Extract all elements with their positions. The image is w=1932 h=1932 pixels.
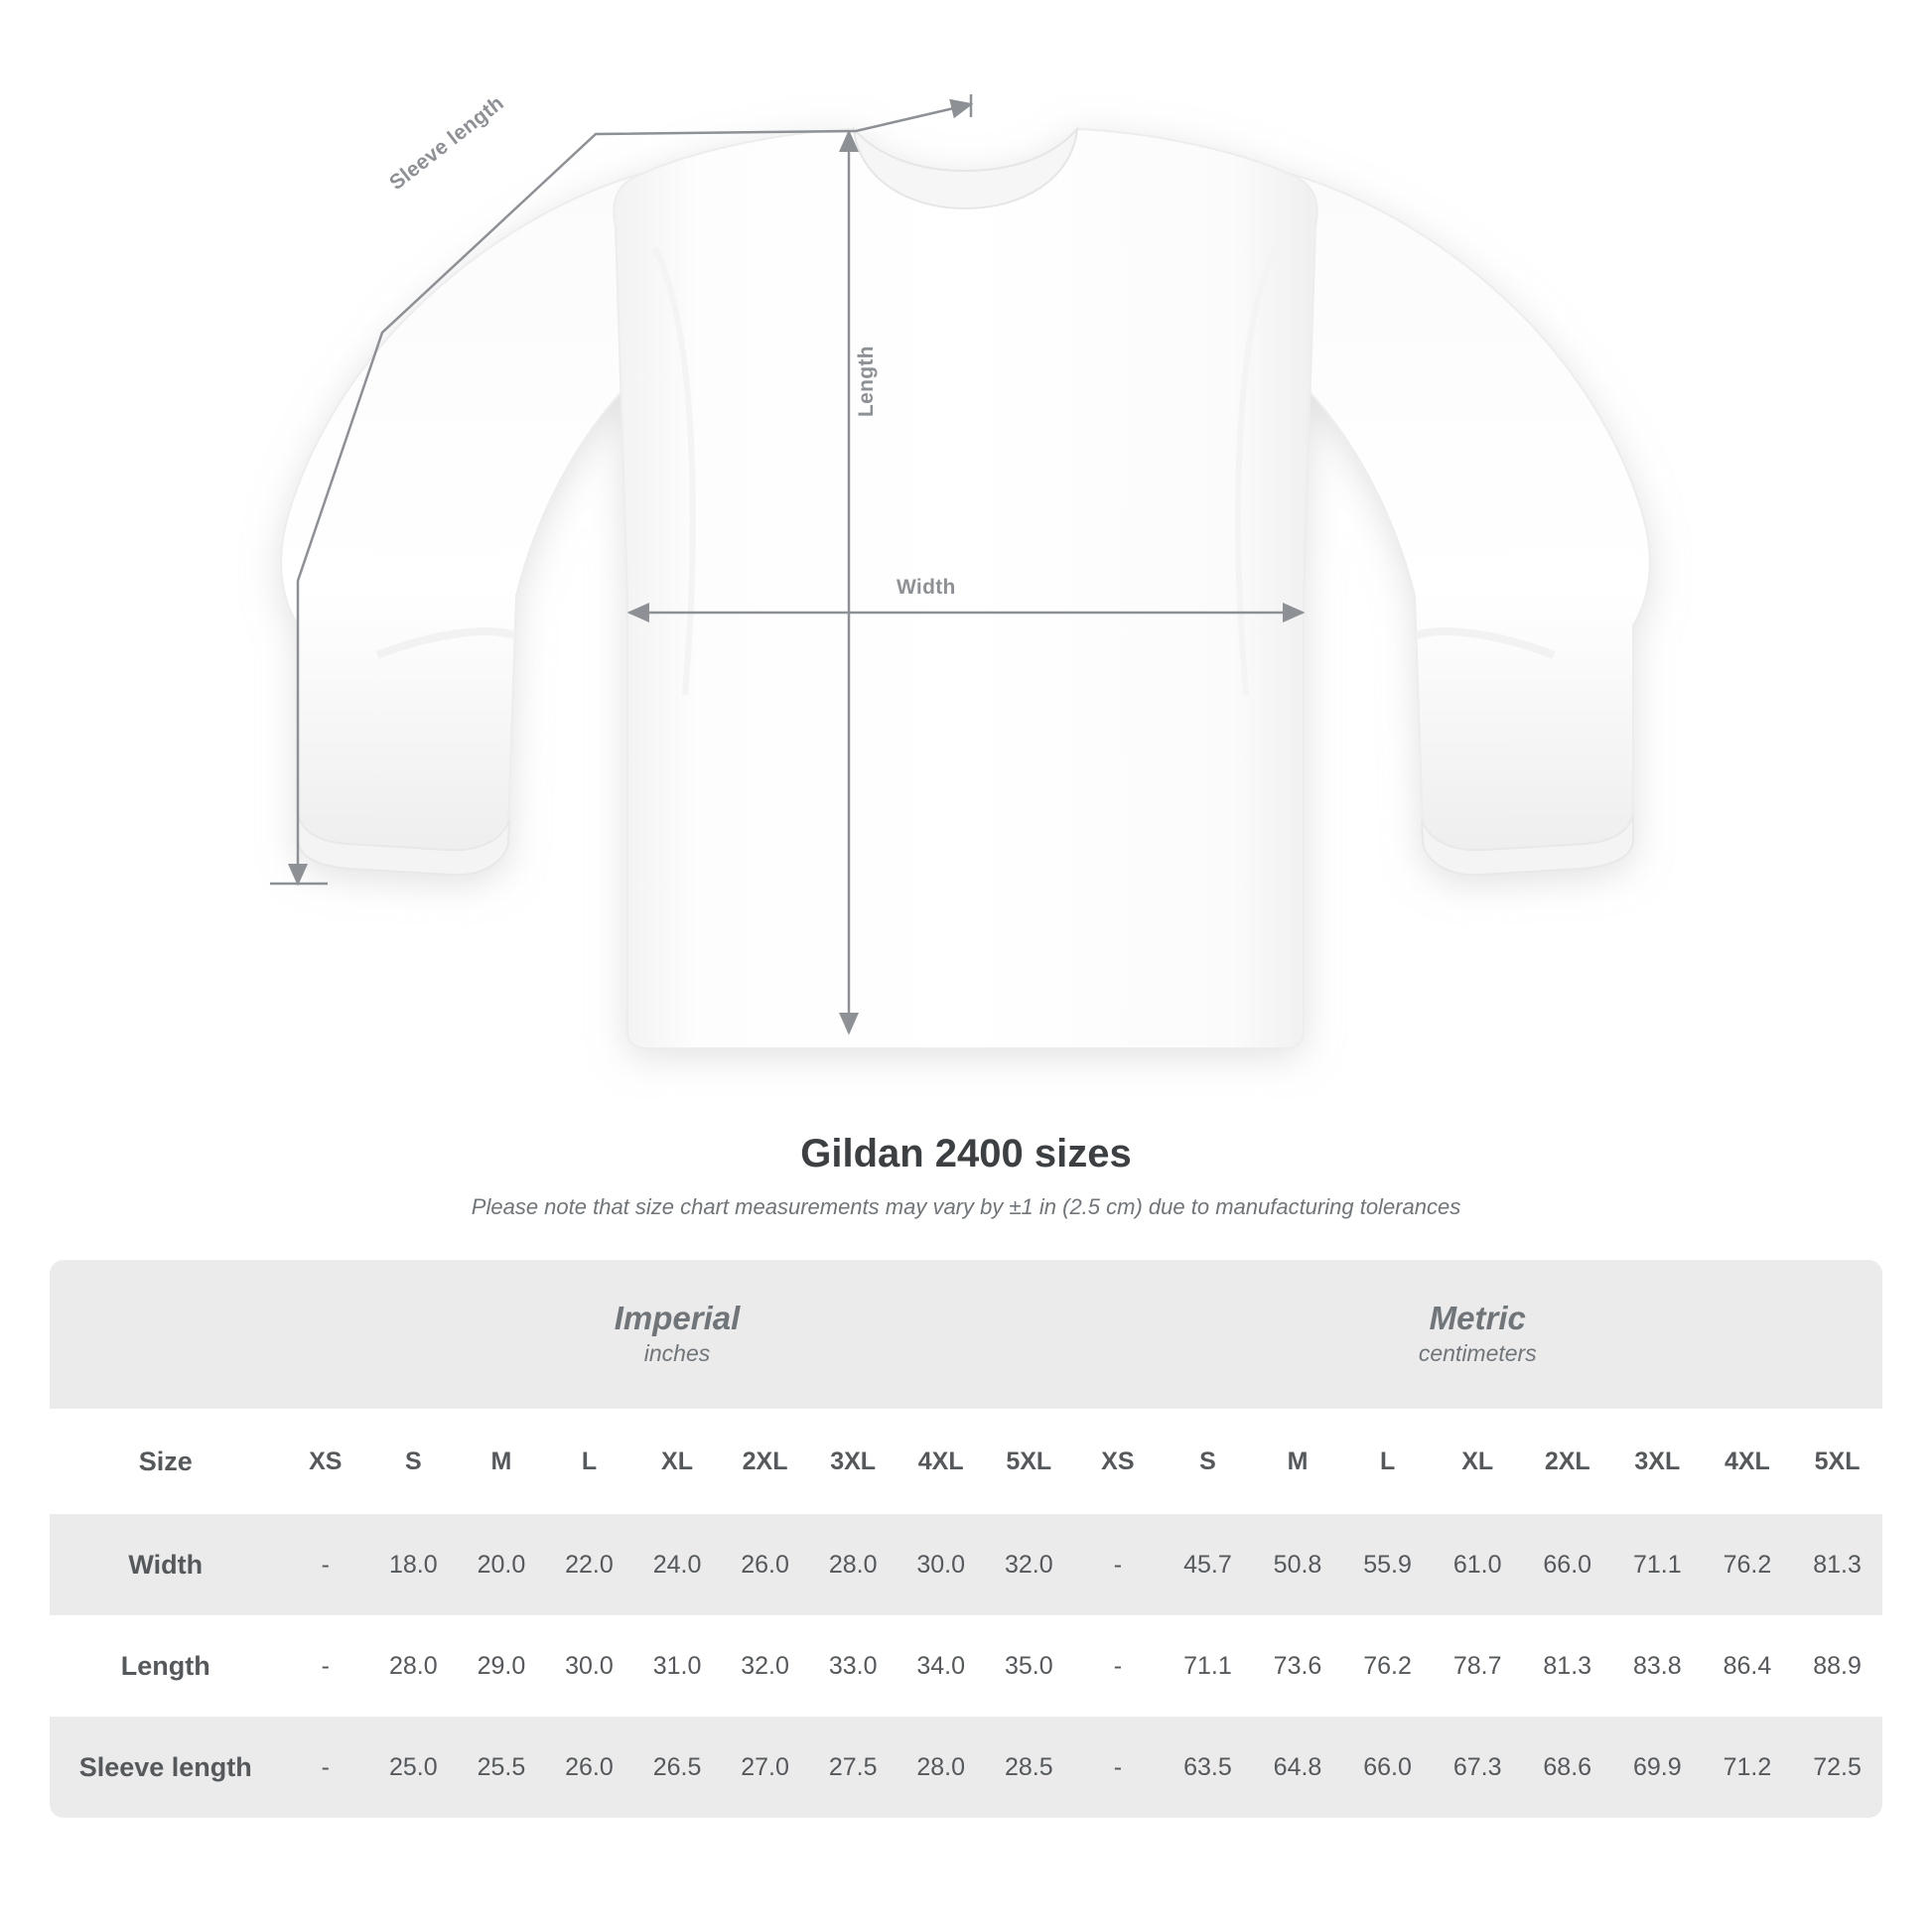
header-col-9: XS xyxy=(1073,1409,1164,1514)
cell-length-imperial-8: 35.0 xyxy=(1004,1651,1053,1680)
cell-length-imperial-0: - xyxy=(321,1651,330,1680)
cell-length-imperial-5: 32.0 xyxy=(741,1651,789,1680)
cell-width-metric-8: 81.3 xyxy=(1792,1514,1882,1615)
size-table-wrapper xyxy=(50,1260,1882,1818)
cell-sleeve-imperial-5: 27.0 xyxy=(721,1717,809,1818)
cell-sleeve-imperial-2: 25.5 xyxy=(458,1717,546,1818)
unit-group-metric-name: Metric xyxy=(1429,1299,1526,1336)
cell-length-imperial-6: 33.0 xyxy=(828,1651,878,1680)
cell-width-metric-0: - xyxy=(1073,1514,1164,1615)
unit-group-imperial-name: Imperial xyxy=(614,1299,741,1336)
table-row xyxy=(50,1514,1882,1615)
cell-width-imperial-2: 20.0 xyxy=(458,1514,546,1615)
header-col-15: 3XL xyxy=(1612,1409,1703,1514)
shirt-shape xyxy=(281,129,1650,1048)
cell-sleeve-metric-0: - xyxy=(1073,1717,1164,1818)
cell-width-imperial-3: 22.0 xyxy=(545,1514,633,1615)
cell-width-metric-6: 71.1 xyxy=(1612,1514,1703,1615)
header-col-8: 5XL xyxy=(985,1409,1073,1514)
cell-length-imperial-1: 28.0 xyxy=(389,1651,438,1680)
header-col-3: L xyxy=(545,1409,633,1514)
cell-width-metric-1: 45.7 xyxy=(1163,1514,1253,1615)
table-header-row xyxy=(50,1409,1882,1514)
cell-width-imperial-6: 28.0 xyxy=(809,1514,897,1615)
cell-sleeve-imperial-1: 25.0 xyxy=(369,1717,458,1818)
cell-sleeve-imperial-0: - xyxy=(282,1717,370,1818)
cell-width-metric-4: 61.0 xyxy=(1433,1514,1523,1615)
header-col-12: L xyxy=(1342,1409,1433,1514)
cell-width-metric-5: 66.0 xyxy=(1522,1514,1612,1615)
cell-sleeve-imperial-8: 28.5 xyxy=(985,1717,1073,1818)
cell-length-metric-4: 78.7 xyxy=(1452,1651,1502,1680)
cell-length-metric-8: 88.9 xyxy=(1813,1651,1862,1680)
header-col-4: XL xyxy=(633,1409,722,1514)
unit-group-imperial xyxy=(282,1260,1073,1409)
cell-length-metric-0: - xyxy=(1113,1651,1123,1680)
table-row xyxy=(50,1615,1882,1717)
width-dimension-label: Width xyxy=(897,576,956,599)
cell-sleeve-metric-4: 67.3 xyxy=(1433,1717,1523,1818)
cell-length-metric-6: 83.8 xyxy=(1632,1651,1682,1680)
cell-length-metric-1: 71.1 xyxy=(1183,1651,1232,1680)
header-col-17: 5XL xyxy=(1792,1409,1882,1514)
unit-group-metric-sub: centimeters xyxy=(1418,1339,1537,1366)
size-table xyxy=(50,1260,1882,1818)
cell-width-imperial-4: 24.0 xyxy=(633,1514,722,1615)
cell-width-imperial-8: 32.0 xyxy=(985,1514,1073,1615)
cell-length-metric-2: 73.6 xyxy=(1273,1651,1322,1680)
header-col-10: S xyxy=(1163,1409,1253,1514)
cell-sleeve-imperial-6: 27.5 xyxy=(809,1717,897,1818)
header-col-7: 4XL xyxy=(897,1409,985,1514)
header-col-2: M xyxy=(458,1409,546,1514)
sleeve-length-dimension-label: Sleeve length xyxy=(385,91,508,196)
unit-banner-spacer xyxy=(50,1260,282,1409)
cell-width-imperial-0: - xyxy=(282,1514,370,1615)
cell-width-metric-2: 50.8 xyxy=(1253,1514,1343,1615)
page-title: Gildan 2400 sizes xyxy=(800,1132,1132,1175)
cell-sleeve-metric-6: 69.9 xyxy=(1612,1717,1703,1818)
cell-sleeve-metric-7: 71.2 xyxy=(1703,1717,1793,1818)
row-label-sleeve-length: Sleeve length xyxy=(50,1717,282,1818)
title-block xyxy=(0,1132,1932,1220)
cell-sleeve-metric-3: 66.0 xyxy=(1342,1717,1433,1818)
header-col-5: 2XL xyxy=(721,1409,809,1514)
cell-width-imperial-5: 26.0 xyxy=(721,1514,809,1615)
row-label-length: Length xyxy=(120,1650,210,1681)
header-size-label: Size xyxy=(50,1409,282,1514)
cell-sleeve-imperial-7: 28.0 xyxy=(897,1717,985,1818)
cell-width-imperial-1: 18.0 xyxy=(369,1514,458,1615)
cell-sleeve-metric-1: 63.5 xyxy=(1163,1717,1253,1818)
cell-length-imperial-3: 30.0 xyxy=(565,1651,614,1680)
cell-length-imperial-2: 29.0 xyxy=(477,1651,526,1680)
cell-length-metric-3: 76.2 xyxy=(1363,1651,1412,1680)
length-dimension-label: Length xyxy=(855,345,878,417)
cell-width-metric-3: 55.9 xyxy=(1342,1514,1433,1615)
header-col-14: 2XL xyxy=(1522,1409,1612,1514)
cell-sleeve-metric-8: 72.5 xyxy=(1792,1717,1882,1818)
cell-sleeve-imperial-3: 26.0 xyxy=(545,1717,633,1818)
header-col-11: M xyxy=(1253,1409,1343,1514)
unit-group-imperial-sub: inches xyxy=(643,1339,711,1366)
header-col-1: S xyxy=(369,1409,458,1514)
cell-width-metric-7: 76.2 xyxy=(1703,1514,1793,1615)
table-row xyxy=(50,1717,1882,1818)
cell-sleeve-imperial-4: 26.5 xyxy=(633,1717,722,1818)
tolerance-note: Please note that size chart measurements may vary by ±1 in (2.5 cm) due to manufacturing tolerances xyxy=(471,1194,1461,1219)
header-col-6: 3XL xyxy=(809,1409,897,1514)
cell-sleeve-metric-5: 68.6 xyxy=(1522,1717,1612,1818)
header-col-13: XL xyxy=(1433,1409,1523,1514)
header-col-16: 4XL xyxy=(1703,1409,1793,1514)
cell-length-imperial-7: 34.0 xyxy=(916,1651,966,1680)
cell-length-metric-5: 81.3 xyxy=(1543,1651,1592,1680)
header-col-0: XS xyxy=(282,1409,370,1514)
unit-banner-row xyxy=(50,1260,1882,1409)
cell-length-metric-7: 86.4 xyxy=(1723,1651,1772,1680)
cell-sleeve-metric-2: 64.8 xyxy=(1253,1717,1343,1818)
cell-width-imperial-7: 30.0 xyxy=(897,1514,985,1615)
cell-length-imperial-4: 31.0 xyxy=(652,1651,702,1680)
unit-group-metric xyxy=(1073,1260,1882,1409)
row-label-width: Width xyxy=(50,1514,282,1615)
